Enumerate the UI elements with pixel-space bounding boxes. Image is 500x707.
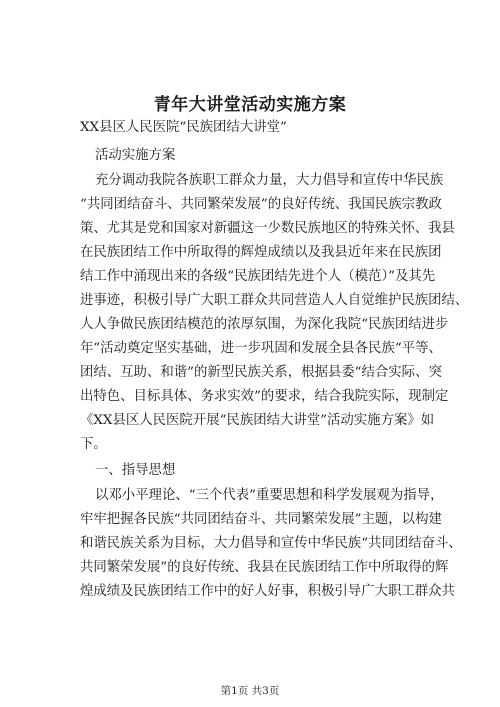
paragraph-line: “共同团结奋斗、共同繁荣发展”的良好传统、我国民族宗教政 (80, 197, 442, 212)
paragraph-line: 年”活动奠定坚实基础，进一步巩固和发展全县各民族“平等、 (80, 341, 442, 356)
paragraph-line: 《XX县区人民医院开展“民族团结大讲堂”活动实施方案》如 (80, 413, 435, 428)
paragraph-line: 结工作中涌现出来的各级“民族团结先进个人（模范）”及其先 (80, 269, 436, 284)
paragraph-line: 煌成绩及民族团结工作中的好人好事，积极引导广大职工群众共 (80, 584, 455, 599)
paragraph-line: 在民族团结工作中所取得的辉煌成绩以及我县近年来在民族团 (80, 245, 442, 260)
document-title: 青年大讲堂活动实施方案 (153, 95, 347, 115)
paragraph-line: 充分调动我院各族职工群众力量，大力倡导和宣传中华民族 (95, 173, 444, 188)
paragraph-line: 共同繁荣发展”的良好传统、我县在民族团结工作中所取得的辉 (80, 560, 449, 575)
paragraph-line: 和谐民族关系为目标，大力倡导和宣传中华民族“共同团结奋斗、 (80, 536, 462, 551)
page-footer: 第1页 共3页 (220, 685, 280, 697)
paragraph-line: 团结、互助、和谐”的新型民族关系，根据县委“结合实际、突 (80, 365, 442, 380)
header-line: XX县区人民医院“民族团结大讲堂” (80, 120, 287, 135)
paragraph-line: 策、尤其是党和国家对新疆这一少数民族地区的特殊关怀、我县 (80, 221, 455, 236)
paragraph-line: 人人争做民族团结模范的浓厚氛围，为深化我院“民族团结进步 (80, 317, 449, 332)
section-heading: 一、指导思想 (95, 463, 176, 478)
paragraph-line: 牢牢把握各民族“共同团结奋斗、共同繁荣发展”主题，以构建 (80, 512, 442, 527)
paragraph-line: 以邓小平理论、“三个代表”重要思想和科学发展观为指导， (95, 488, 444, 503)
paragraph-line: 出特色、目标具体、务求实效”的要求，结合我院实际，现制定 (80, 389, 449, 404)
paragraph-line: 进事迹，积极引导广大职工群众共同营造人人自觉维护民族团结、 (80, 293, 469, 308)
paragraph-line: 下。 (80, 437, 107, 452)
subtitle: 活动实施方案 (95, 148, 176, 163)
